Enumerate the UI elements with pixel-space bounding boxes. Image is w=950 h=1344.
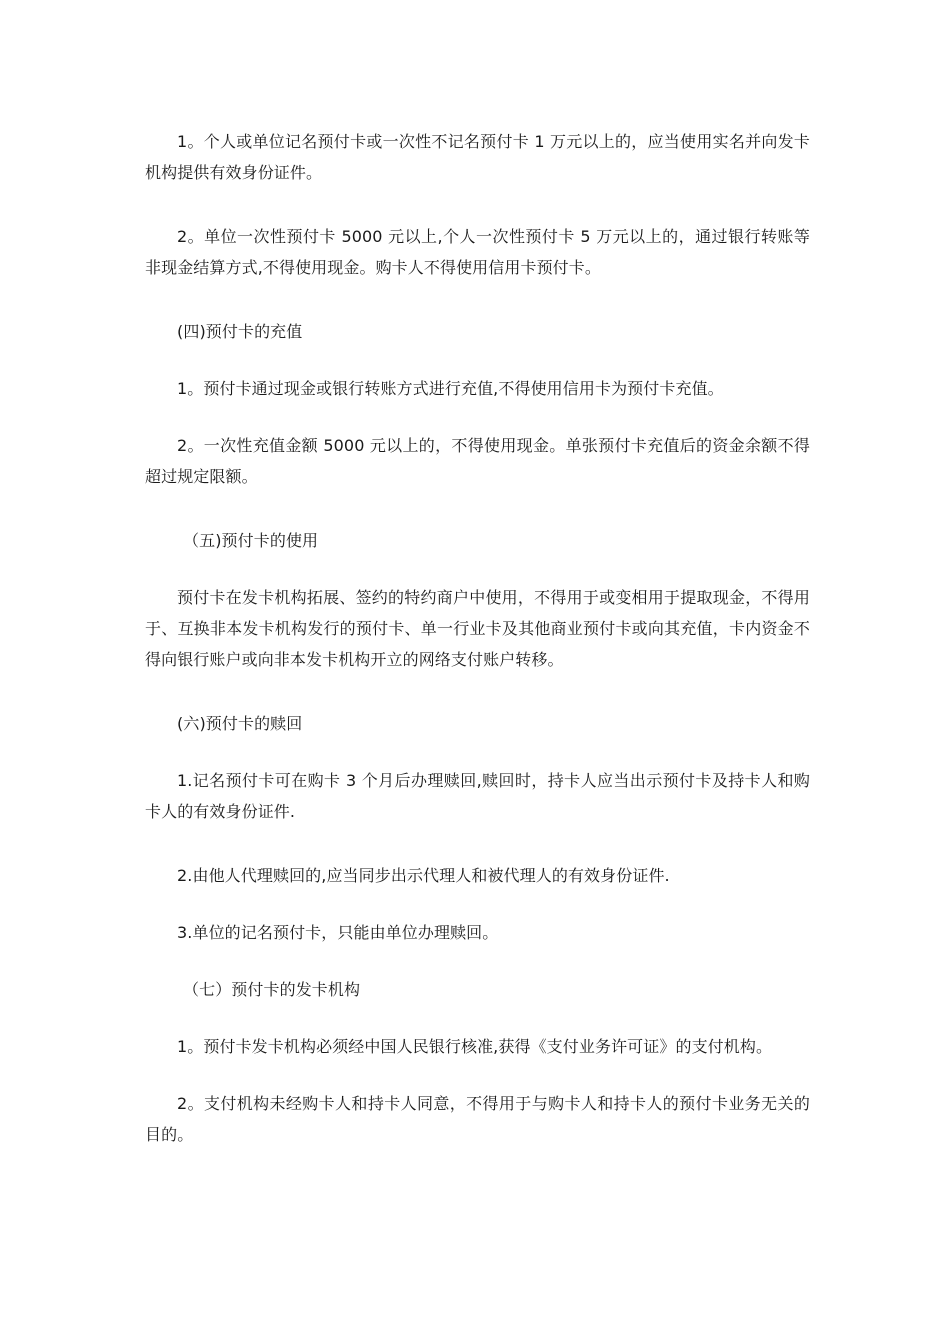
paragraph-unit-redemption: 3.单位的记名预付卡，只能由单位办理赎回。	[177, 923, 499, 942]
paragraph-issuer-approval: 1。预付卡发卡机构必须经中国人民银行核准,获得《支付业务许可证》的支付机构。	[177, 1037, 773, 1056]
paragraph-agent-redemption: 2.由他人代理赎回的,应当同步出示代理人和被代理人的有效身份证件.	[177, 866, 670, 885]
document-body	[145, 126, 810, 1150]
paragraph-recharge-method: 1。预付卡通过现金或银行转账方式进行充值,不得使用信用卡为预付卡充值。	[177, 379, 724, 398]
paragraph-real-name-requirement: 1。个人或单位记名预付卡或一次性不记名预付卡 1 万元以上的，应当使用实名并向发卡机构提供有效身份证件。	[145, 132, 810, 182]
paragraph-non-cash-settlement: 2。单位一次性预付卡 5000 元以上,个人一次性预付卡 5 万元以上的，通过银行转账等非现金结算方式,不得使用现金。购卡人不得使用信用卡预付卡。	[145, 227, 810, 277]
section-heading-recharge: (四)预付卡的充值	[177, 322, 303, 341]
section-heading-usage: （五)预付卡的使用	[183, 531, 319, 550]
section-heading-issuer: （七）预付卡的发卡机构	[183, 980, 361, 999]
section-heading-redemption: (六)预付卡的赎回	[177, 714, 303, 733]
paragraph-usage-rules: 预付卡在发卡机构拓展、签约的特约商户中使用，不得用于或变相用于提取现金，不得用于、互换非本发卡机构发行的预付卡、单一行业卡及其他商业预付卡或向其充值，卡内资金不得向银行账户或向非本发卡机构开立的网络支付账户转移。	[145, 588, 810, 669]
paragraph-named-card-redemption: 1.记名预付卡可在购卡 3 个月后办理赎回,赎回时，持卡人应当出示预付卡及持卡人和购卡人的有效身份证件.	[145, 771, 810, 821]
paragraph-recharge-limit: 2。一次性充值金额 5000 元以上的，不得使用现金。单张预付卡充值后的资金余额不得超过规定限额。	[145, 436, 810, 486]
paragraph-issuer-consent: 2。支付机构未经购卡人和持卡人同意，不得用于与购卡人和持卡人的预付卡业务无关的目的。	[145, 1094, 810, 1144]
